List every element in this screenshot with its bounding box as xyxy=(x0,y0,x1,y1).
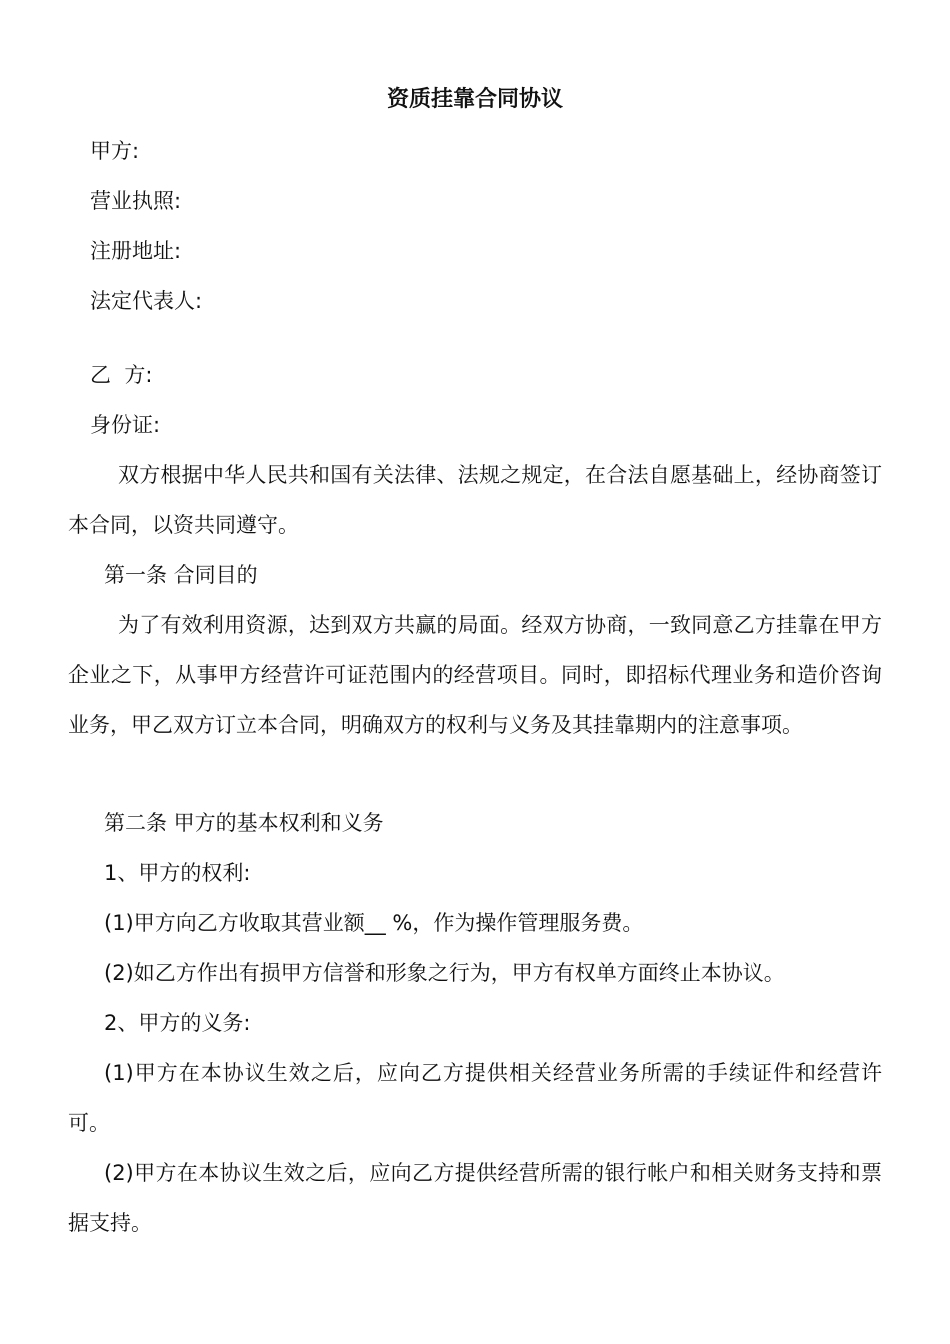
article1-paragraph: 为了有效利用资源，达到双方共赢的局面。经双方协商，一致同意乙方挂靠在甲方企业之下，从事甲方经营许可证范围内的经营项目。同时，即招标代理业务和造价咨询业务，甲乙双方订立本合同，明确双方的权利与义务及其挂靠期内的注意事项。 xyxy=(68,613,882,737)
preamble-paragraph: 双方根据中华人民共和国有关法律、法规之规定，在合法自愿基础上，经协商签订本合同，以资共同遵守。 xyxy=(68,463,882,537)
party-a-right-1: (1)甲方向乙方收取其营业额__ %，作为操作管理服务费。 xyxy=(104,911,644,935)
article2-heading: 第二条 甲方的基本权利和义务 xyxy=(104,811,384,835)
party-a-license-label: 营业执照: xyxy=(90,189,182,213)
party-a-legal-rep-label: 法定代表人: xyxy=(90,289,203,313)
party-b-name-label: 乙 方: xyxy=(90,363,153,387)
party-a-right-2: (2)如乙方作出有损甲方信誉和形象之行为，甲方有权单方面终止本协议。 xyxy=(104,961,785,985)
party-a-duty-1: (1)甲方在本协议生效之后，应向乙方提供相关经营业务所需的手续证件和经营许可。 xyxy=(68,1061,882,1135)
article1-heading: 第一条 合同目的 xyxy=(104,563,258,587)
party-a-duties-heading: 2、甲方的义务: xyxy=(104,1011,251,1035)
party-a-duty-2: (2)甲方在本协议生效之后，应向乙方提供经营所需的银行帐户和相关财务支持和票据支持。 xyxy=(68,1161,882,1235)
document-title: 资质挂靠合同协议 xyxy=(386,87,563,112)
party-a-address-label: 注册地址: xyxy=(90,239,182,263)
party-a-name-label: 甲方: xyxy=(90,139,140,163)
party-b-id-label: 身份证: xyxy=(90,413,161,437)
party-a-rights-heading: 1、甲方的权利: xyxy=(104,861,251,885)
